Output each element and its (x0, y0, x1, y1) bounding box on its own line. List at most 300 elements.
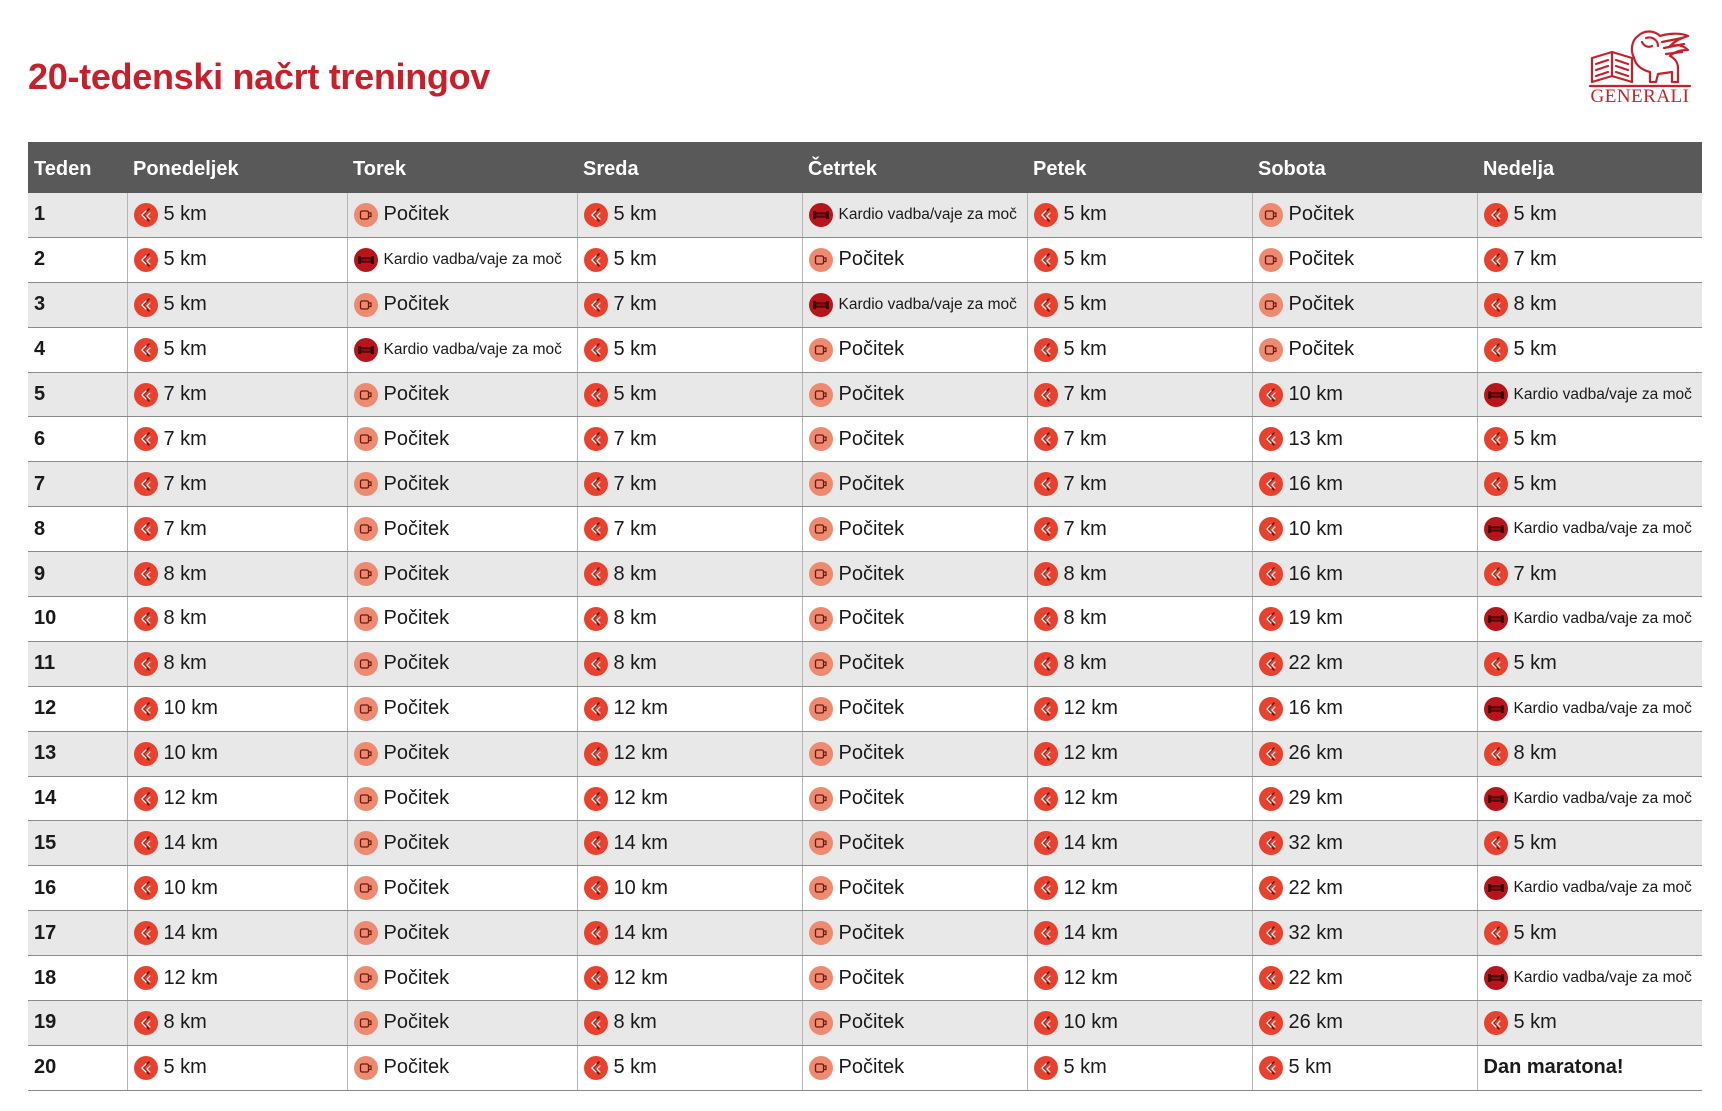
day-cell-friday (1027, 821, 1252, 866)
activity (1259, 427, 1471, 451)
activity (584, 607, 796, 631)
activity-label: Kardio vadba/vaje za moč (838, 295, 1017, 313)
day-cell-friday (1027, 866, 1252, 911)
running-icon (584, 697, 608, 721)
activity (584, 787, 796, 811)
activity (809, 248, 1021, 272)
activity (584, 1056, 796, 1080)
day-cell-wednesday (577, 866, 802, 911)
activity (809, 742, 1021, 766)
activity-label: Počitek (383, 921, 450, 944)
day-cell-sunday (1477, 641, 1702, 686)
cup-icon (809, 383, 833, 407)
running-icon (584, 787, 608, 811)
day-cell-monday (127, 776, 347, 821)
cup-icon (809, 562, 833, 586)
day-cell-wednesday (577, 686, 802, 731)
activity-label: 5 km (1513, 652, 1557, 675)
running-icon (1259, 652, 1283, 676)
activity-label: 8 km (613, 562, 657, 585)
dumbbell-icon (1484, 876, 1508, 900)
running-icon (134, 831, 158, 855)
table-row (28, 776, 1702, 821)
activity (809, 831, 1021, 855)
week-number: 11 (28, 641, 127, 686)
dumbbell-icon (354, 248, 378, 272)
running-icon (584, 427, 608, 451)
day-cell-monday (127, 1001, 347, 1046)
activity-label: Počitek (838, 921, 905, 944)
table-row (28, 372, 1702, 417)
week-number: 1 (28, 193, 127, 237)
running-icon (1034, 607, 1058, 631)
day-cell-tuesday (347, 821, 577, 866)
running-icon (1259, 921, 1283, 945)
running-icon (134, 427, 158, 451)
week-number: 14 (28, 776, 127, 821)
running-icon (1034, 652, 1058, 676)
activity-label: 16 km (1288, 697, 1343, 720)
running-icon (1259, 1056, 1283, 1080)
day-cell-sunday (1477, 1045, 1702, 1090)
running-icon (1259, 1011, 1283, 1035)
activity-label: 5 km (613, 338, 657, 361)
activity-label: 5 km (1513, 921, 1557, 944)
cup-icon (809, 787, 833, 811)
activity (134, 383, 341, 407)
activity (809, 697, 1021, 721)
day-cell-sunday (1477, 237, 1702, 282)
activity-label: 14 km (163, 921, 218, 944)
activity-label: 5 km (1513, 203, 1557, 226)
day-cell-friday (1027, 956, 1252, 1001)
activity-label: Počitek (838, 383, 905, 405)
activity (1034, 697, 1246, 721)
activity-label: 5 km (1063, 293, 1107, 316)
activity (134, 472, 341, 496)
day-cell-friday (1027, 372, 1252, 417)
activity (1259, 831, 1471, 855)
activity (584, 697, 796, 721)
day-cell-wednesday (577, 237, 802, 282)
day-cell-thursday (802, 237, 1027, 282)
activity-label: Kardio vadba/vaje za moč (383, 340, 562, 358)
cup-icon (809, 697, 833, 721)
day-cell-monday (127, 417, 347, 462)
activity (1484, 517, 1697, 541)
week-number: 17 (28, 911, 127, 956)
activity (1034, 607, 1246, 631)
running-icon (1034, 517, 1058, 541)
activity (584, 383, 796, 407)
day-cell-saturday (1252, 417, 1477, 462)
activity-label: 8 km (163, 652, 207, 675)
activity (584, 831, 796, 855)
day-cell-sunday (1477, 193, 1702, 237)
cup-icon (354, 1011, 378, 1035)
running-icon (1034, 966, 1058, 990)
running-icon (134, 1011, 158, 1035)
running-icon (584, 517, 608, 541)
activity (584, 472, 796, 496)
activity (1259, 652, 1471, 676)
activity-label: Počitek (383, 787, 450, 810)
activity (354, 338, 571, 362)
activity (584, 203, 796, 227)
activity (809, 966, 1021, 990)
activity-label: Počitek (383, 966, 450, 989)
activity (1484, 787, 1697, 811)
day-cell-saturday (1252, 237, 1477, 282)
activity (584, 1011, 796, 1035)
day-cell-saturday (1252, 686, 1477, 731)
day-cell-wednesday (577, 507, 802, 552)
activity-label: Počitek (838, 966, 905, 989)
day-cell-wednesday (577, 372, 802, 417)
running-icon (134, 787, 158, 811)
header-saturday: Sobota (1252, 142, 1477, 193)
activity-label: 7 km (1513, 248, 1557, 271)
running-icon (1034, 831, 1058, 855)
activity-label: Počitek (1288, 203, 1355, 226)
cup-icon (354, 427, 378, 451)
marathon-day-label: Dan maratona! (1483, 1056, 1624, 1079)
running-icon (1034, 427, 1058, 451)
day-cell-monday (127, 956, 347, 1001)
activity-label: Kardio vadba/vaje za moč (838, 205, 1017, 223)
day-cell-friday (1027, 1045, 1252, 1090)
cup-icon (354, 697, 378, 721)
activity-label: 12 km (1063, 966, 1118, 989)
week-number: 15 (28, 821, 127, 866)
activity-label: 12 km (613, 787, 668, 810)
activity (584, 921, 796, 945)
activity-label: 8 km (1063, 607, 1107, 630)
activity (809, 203, 1021, 227)
activity (809, 517, 1021, 541)
dumbbell-icon (1484, 697, 1508, 721)
activity-label: Počitek (383, 383, 450, 405)
day-cell-wednesday (577, 552, 802, 597)
day-cell-monday (127, 327, 347, 372)
activity (584, 966, 796, 990)
activity-label: Počitek (383, 1011, 450, 1034)
running-icon (1259, 876, 1283, 900)
activity-label: Kardio vadba/vaje za moč (1513, 789, 1692, 807)
running-icon (584, 1011, 608, 1035)
dumbbell-icon (1484, 966, 1508, 990)
running-icon (1034, 248, 1058, 272)
day-cell-sunday (1477, 956, 1702, 1001)
table-row (28, 866, 1702, 911)
activity-label: 7 km (1513, 562, 1557, 585)
activity (1259, 921, 1471, 945)
activity (1034, 427, 1246, 451)
activity (1034, 966, 1246, 990)
activity-label: 5 km (163, 1056, 207, 1079)
day-cell-thursday (802, 776, 1027, 821)
activity-label: Počitek (838, 831, 905, 854)
day-cell-thursday (802, 282, 1027, 327)
day-cell-monday (127, 597, 347, 642)
day-cell-friday (1027, 731, 1252, 776)
cup-icon (809, 607, 833, 631)
day-cell-friday (1027, 1001, 1252, 1046)
day-cell-thursday (802, 866, 1027, 911)
dumbbell-icon (809, 203, 833, 227)
header-wednesday: Sreda (577, 142, 802, 193)
running-icon (584, 921, 608, 945)
day-cell-sunday (1477, 821, 1702, 866)
cup-icon (354, 203, 378, 227)
day-cell-tuesday (347, 597, 577, 642)
activity-label: 7 km (613, 517, 657, 540)
cup-icon (809, 1056, 833, 1080)
activity (809, 652, 1021, 676)
day-cell-monday (127, 911, 347, 956)
day-cell-monday (127, 731, 347, 776)
activity-label: 5 km (613, 203, 657, 226)
day-cell-wednesday (577, 417, 802, 462)
running-icon (584, 562, 608, 586)
table-row (28, 641, 1702, 686)
cup-icon (809, 966, 833, 990)
running-icon (584, 1056, 608, 1080)
week-number: 3 (28, 282, 127, 327)
activity-label: 10 km (613, 876, 668, 899)
day-cell-saturday (1252, 821, 1477, 866)
running-icon (1484, 831, 1508, 855)
activity (1259, 607, 1471, 631)
running-icon (584, 338, 608, 362)
day-cell-tuesday (347, 327, 577, 372)
activity (134, 652, 341, 676)
cup-icon (809, 742, 833, 766)
cup-icon (1259, 248, 1283, 272)
table-row (28, 1001, 1702, 1046)
running-icon (1484, 1011, 1508, 1035)
activity-label: 13 km (1288, 427, 1343, 450)
activity-label: 10 km (1288, 517, 1343, 540)
activity-label: 5 km (1288, 1056, 1332, 1079)
activity-label: Počitek (838, 338, 905, 361)
activity (354, 966, 571, 990)
running-icon (1259, 966, 1283, 990)
activity (1259, 293, 1471, 317)
generali-logo (1580, 28, 1700, 108)
activity (1034, 293, 1246, 317)
cup-icon (809, 1011, 833, 1035)
activity-label: Počitek (838, 607, 905, 630)
activity-label: 7 km (1063, 427, 1107, 450)
day-cell-saturday (1252, 462, 1477, 507)
activity-label: Kardio vadba/vaje za moč (1513, 969, 1692, 987)
table-row (28, 462, 1702, 507)
activity (1259, 338, 1471, 362)
day-cell-sunday (1477, 507, 1702, 552)
day-cell-monday (127, 462, 347, 507)
activity-label: Počitek (383, 831, 450, 854)
activity (1484, 742, 1697, 766)
day-cell-sunday (1477, 372, 1702, 417)
activity-label: Počitek (838, 697, 905, 720)
activity (584, 652, 796, 676)
day-cell-monday (127, 821, 347, 866)
activity (1484, 383, 1697, 407)
dumbbell-icon (354, 338, 378, 362)
activity-label: 5 km (163, 248, 207, 271)
running-icon (1259, 787, 1283, 811)
day-cell-tuesday (347, 776, 577, 821)
dumbbell-icon (809, 293, 833, 317)
day-cell-thursday (802, 731, 1027, 776)
day-cell-wednesday (577, 731, 802, 776)
day-cell-tuesday (347, 956, 577, 1001)
header-monday: Ponedeljek (127, 142, 347, 193)
day-cell-friday (1027, 417, 1252, 462)
activity (1484, 293, 1697, 317)
activity-label: 5 km (1063, 1056, 1107, 1079)
running-icon (584, 966, 608, 990)
running-icon (584, 472, 608, 496)
activity (134, 697, 341, 721)
activity-label: Počitek (838, 742, 905, 765)
activity (1259, 248, 1471, 272)
activity-label: 12 km (1063, 697, 1118, 720)
running-icon (1484, 248, 1508, 272)
activity-label: 5 km (613, 1056, 657, 1079)
activity-label: 8 km (1063, 562, 1107, 585)
running-icon (584, 203, 608, 227)
activity (1484, 472, 1697, 496)
day-cell-wednesday (577, 911, 802, 956)
activity-label: Kardio vadba/vaje za moč (383, 250, 562, 268)
day-cell-sunday (1477, 686, 1702, 731)
activity-label: 8 km (1513, 293, 1557, 316)
activity-label: 26 km (1288, 742, 1343, 765)
activity (1259, 472, 1471, 496)
activity-label: Počitek (383, 293, 450, 316)
cup-icon (354, 517, 378, 541)
cup-icon (809, 921, 833, 945)
day-cell-monday (127, 507, 347, 552)
activity (134, 338, 341, 362)
activity-label: 19 km (1288, 607, 1343, 630)
activity-label: 10 km (163, 876, 218, 899)
activity-label: 10 km (163, 742, 218, 765)
activity-label: Počitek (383, 697, 450, 720)
running-icon (1259, 607, 1283, 631)
activity (354, 472, 571, 496)
day-cell-saturday (1252, 282, 1477, 327)
day-cell-saturday (1252, 193, 1477, 237)
day-cell-friday (1027, 237, 1252, 282)
day-cell-saturday (1252, 507, 1477, 552)
table-header-row (28, 142, 1702, 193)
day-cell-saturday (1252, 1045, 1477, 1090)
activity (809, 1056, 1021, 1080)
day-cell-thursday (802, 193, 1027, 237)
activity-label: 5 km (1513, 1011, 1557, 1034)
day-cell-thursday (802, 1045, 1027, 1090)
running-icon (584, 293, 608, 317)
day-cell-tuesday (347, 911, 577, 956)
day-cell-sunday (1477, 417, 1702, 462)
activity (1259, 876, 1471, 900)
day-cell-saturday (1252, 597, 1477, 642)
activity-label: Počitek (838, 562, 905, 585)
day-cell-monday (127, 641, 347, 686)
activity-label: Kardio vadba/vaje za moč (1513, 385, 1692, 403)
day-cell-sunday (1477, 866, 1702, 911)
day-cell-thursday (802, 641, 1027, 686)
day-cell-friday (1027, 552, 1252, 597)
activity-label: 10 km (1063, 1011, 1118, 1034)
activity (1484, 338, 1697, 362)
activity-label: 22 km (1288, 966, 1343, 989)
cup-icon (809, 652, 833, 676)
activity (809, 383, 1021, 407)
running-icon (1034, 697, 1058, 721)
activity (1259, 562, 1471, 586)
week-number: 13 (28, 731, 127, 776)
activity (1034, 1011, 1246, 1035)
activity (1484, 652, 1697, 676)
lion-icon (1588, 28, 1692, 88)
cup-icon (354, 1056, 378, 1080)
day-cell-thursday (802, 507, 1027, 552)
week-number: 5 (28, 372, 127, 417)
table-body (28, 193, 1702, 1090)
activity (1259, 697, 1471, 721)
activity-label: 26 km (1288, 1011, 1343, 1034)
activity (134, 203, 341, 227)
activity-label: 5 km (613, 383, 657, 405)
cup-icon (354, 383, 378, 407)
day-cell-saturday (1252, 641, 1477, 686)
activity (1034, 831, 1246, 855)
day-cell-tuesday (347, 1045, 577, 1090)
running-icon (1034, 562, 1058, 586)
day-cell-thursday (802, 417, 1027, 462)
running-icon (1259, 472, 1283, 496)
activity (134, 562, 341, 586)
cup-icon (809, 248, 833, 272)
activity (354, 1011, 571, 1035)
activity-label: 5 km (163, 338, 207, 361)
day-cell-saturday (1252, 731, 1477, 776)
activity-label: 5 km (1063, 338, 1107, 361)
running-icon (1259, 383, 1283, 407)
day-cell-saturday (1252, 866, 1477, 911)
activity (1259, 1056, 1471, 1080)
day-cell-wednesday (577, 641, 802, 686)
activity (134, 831, 341, 855)
day-cell-tuesday (347, 193, 577, 237)
activity-label: Počitek (383, 742, 450, 765)
header-friday: Petek (1027, 142, 1252, 193)
activity (354, 1056, 571, 1080)
cup-icon (809, 517, 833, 541)
activity (134, 1011, 341, 1035)
header-thursday: Četrtek (802, 142, 1027, 193)
cup-icon (354, 293, 378, 317)
activity-label: 5 km (1513, 831, 1557, 854)
activity-label: 7 km (613, 472, 657, 495)
activity (1259, 787, 1471, 811)
day-cell-thursday (802, 552, 1027, 597)
cup-icon (354, 742, 378, 766)
